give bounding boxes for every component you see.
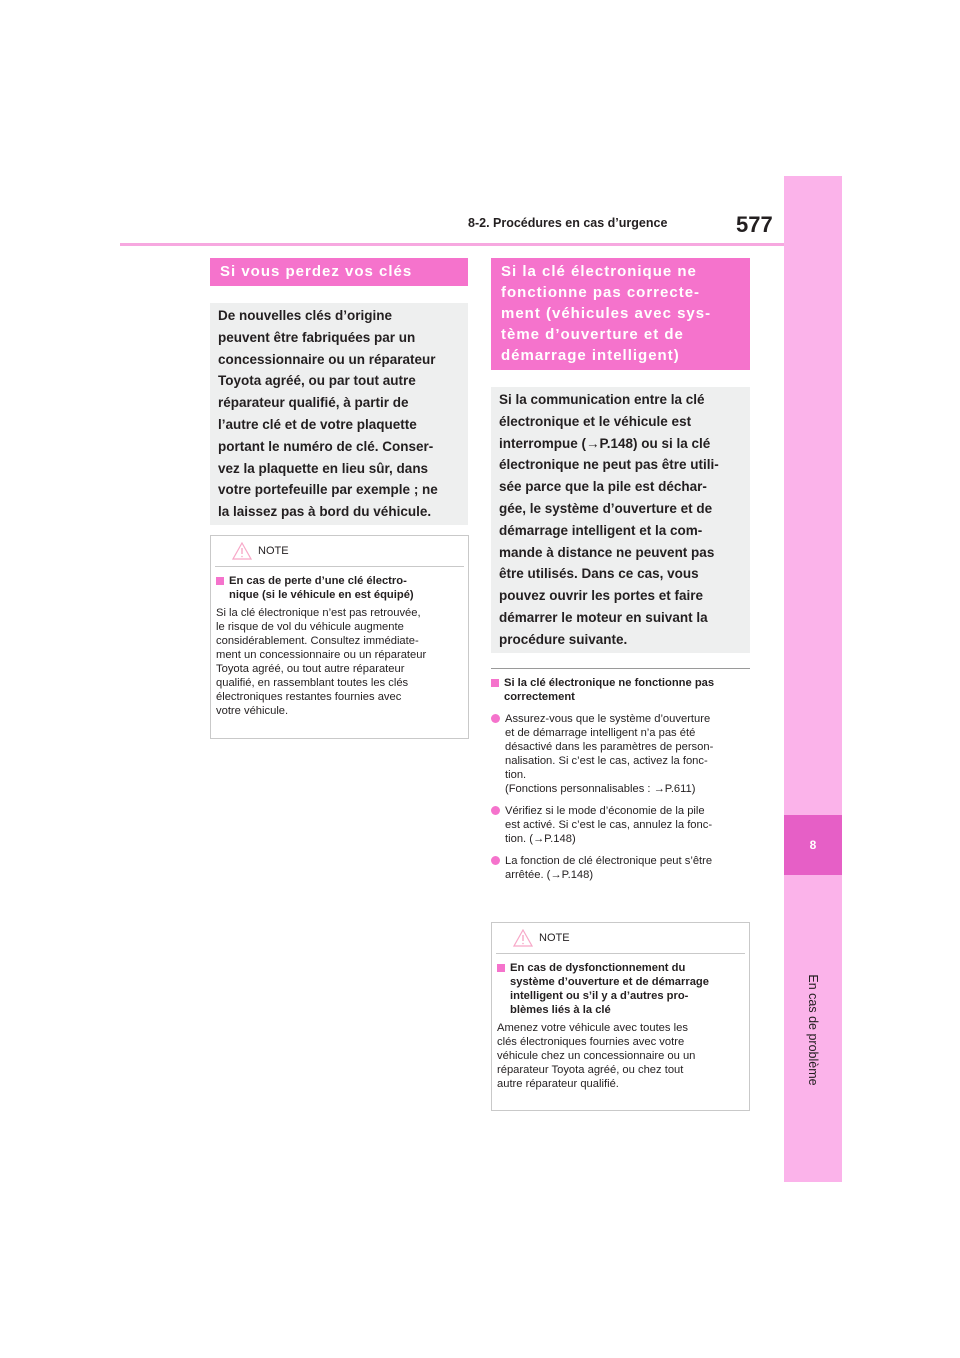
note-header bbox=[211, 536, 468, 566]
intro-line: concessionnaire ou un réparateur bbox=[218, 351, 436, 367]
square-bullet-icon bbox=[497, 964, 505, 972]
intro-line: démarrage intelligent et la com- bbox=[499, 522, 703, 538]
note-title bbox=[497, 961, 739, 1017]
list-item-line: est activé. Si c’est le cas, annulez la fonc- bbox=[505, 819, 713, 831]
list-item-line: tion. bbox=[505, 769, 527, 781]
note-title-line: En cas de dysfonctionnement du bbox=[510, 962, 686, 974]
note-title-line: En cas de perte d’une clé électro- bbox=[229, 575, 407, 587]
note-text bbox=[497, 1021, 739, 1091]
list-item-line: Assurez-vous que le système d’ouverture bbox=[505, 713, 711, 725]
malfunction-checklist bbox=[491, 676, 753, 890]
circle-bullet-icon bbox=[491, 806, 500, 815]
intro-line: électronique ne peut pas être utili- bbox=[499, 457, 719, 473]
intro-line: sée parce que la pile est déchar- bbox=[499, 479, 707, 495]
list-item-line: tion. (→P.148) bbox=[505, 833, 576, 845]
intro-line: Si la communication entre la clé bbox=[499, 392, 705, 407]
note-text-line: considérablement. Consultez immédiate- bbox=[216, 635, 419, 647]
list-item bbox=[491, 712, 753, 796]
intro-line: Toyota agréé, ou par tout autre bbox=[218, 373, 416, 389]
note-text-line: électroniques restantes fournies avec bbox=[216, 691, 402, 703]
side-chapter-number: 8 bbox=[784, 815, 842, 875]
note-text-line: réparateur Toyota agréé, ou chez tout bbox=[497, 1064, 684, 1076]
warning-triangle-icon bbox=[513, 929, 533, 947]
note-title-line: blèmes liés à la clé bbox=[510, 1004, 611, 1016]
intro-line: être utilisés. Dans ce cas, vous bbox=[499, 566, 699, 582]
intro-line: vez la plaquette en lieu sûr, dans bbox=[218, 460, 429, 476]
section-title-line: ment (véhicules avec sys- bbox=[501, 305, 712, 322]
intro-line: réparateur qualifié, à partir de bbox=[218, 395, 409, 411]
page-number: 577 bbox=[736, 212, 773, 237]
note-title-line: système d’ouverture et de démarrage bbox=[510, 976, 709, 988]
list-item-line: désactivé dans les paramètres de person- bbox=[505, 741, 714, 753]
section-title-key-malfunction bbox=[491, 258, 750, 370]
section-title-line: tème d’ouverture et de bbox=[501, 326, 684, 343]
note-label: NOTE bbox=[539, 932, 570, 944]
warning-triangle-icon bbox=[232, 542, 252, 560]
subheading bbox=[491, 676, 753, 704]
note-title-line: intelligent ou s’il y a d’autres pro- bbox=[510, 990, 689, 1002]
note-text-line: véhicule chez un concessionnaire ou un bbox=[497, 1050, 696, 1062]
intro-line: De nouvelles clés d’origine bbox=[218, 308, 393, 323]
note-text-line: Toyota agréé, ou tout autre réparateur bbox=[216, 663, 405, 675]
note-text bbox=[216, 606, 458, 718]
note-text-line: autre réparateur qualifié. bbox=[497, 1078, 619, 1090]
intro-line: mande à distance ne peuvent pas bbox=[499, 544, 715, 560]
list-item-line: La fonction de clé électronique peut s’être bbox=[505, 855, 713, 867]
note-title-line: nique (si le véhicule en est équipé) bbox=[229, 589, 414, 601]
list-item-line: arrêtée. (→P.148) bbox=[505, 869, 594, 881]
list-item bbox=[491, 854, 753, 882]
intro-line: peuvent être fabriquées par un bbox=[218, 329, 416, 345]
note-text-line: qualifié, en rassemblant toutes les clés bbox=[216, 677, 409, 689]
intro-box-key-malfunction bbox=[491, 387, 750, 653]
intro-line: l’autre clé et de votre plaquette bbox=[218, 416, 417, 432]
intro-line: démarrer le moteur en suivant la bbox=[499, 609, 708, 625]
note-box-key-malfunction bbox=[491, 922, 750, 1111]
intro-line: la laissez pas à bord du véhicule. bbox=[218, 504, 432, 520]
intro-line: procédure suivante. bbox=[499, 631, 628, 647]
list-item-line: et de démarrage intelligent n’a pas été bbox=[505, 727, 696, 739]
intro-line: portant le numéro de clé. Conser- bbox=[218, 438, 434, 454]
note-text-line: Amenez votre véhicule avec toutes les bbox=[497, 1022, 688, 1034]
note-header bbox=[492, 923, 749, 953]
note-title bbox=[216, 574, 458, 602]
subheading-line: Si la clé électronique ne fonctionne pas bbox=[504, 677, 715, 689]
list-item-line: nalisation. Si c’est le cas, activez la fonc- bbox=[505, 755, 708, 767]
note-label: NOTE bbox=[258, 545, 289, 557]
list-item-line: (Fonctions personnalisables : →P.611) bbox=[505, 783, 696, 795]
section-title-line: Si la clé électronique ne bbox=[501, 263, 697, 280]
note-text-line: ment un concessionnaire ou un réparateur bbox=[216, 649, 427, 661]
section-title-lost-keys: Si vous perdez vos clés bbox=[210, 258, 468, 286]
square-bullet-icon bbox=[216, 577, 224, 585]
note-text-line: clés électroniques fournies avec votre bbox=[497, 1036, 685, 1048]
note-text-line: votre véhicule. bbox=[216, 705, 289, 717]
intro-line: pouvez ouvrir les portes et faire bbox=[499, 588, 704, 604]
intro-line: votre portefeuille par exemple ; ne bbox=[218, 482, 438, 498]
circle-bullet-icon bbox=[491, 714, 500, 723]
note-box-lost-keys bbox=[210, 535, 469, 739]
subheading-line: correctement bbox=[504, 691, 575, 703]
note-text-line: le risque de vol du véhicule augmente bbox=[216, 621, 404, 633]
section-title-line: fonctionne pas correcte- bbox=[501, 284, 701, 301]
side-chapter-label: En cas de problème bbox=[806, 974, 820, 1086]
square-bullet-icon bbox=[491, 679, 499, 687]
circle-bullet-icon bbox=[491, 856, 500, 865]
intro-line: gée, le système d’ouverture et de bbox=[499, 500, 713, 516]
section-title-line: démarrage intelligent) bbox=[501, 347, 680, 364]
list-item-line: Vérifiez si le mode d’économie de la pile bbox=[505, 805, 705, 817]
note-text-line: Si la clé électronique n’est pas retrouvée, bbox=[216, 607, 421, 619]
intro-line: électronique et le véhicule est bbox=[499, 413, 692, 429]
intro-line: interrompue (→P.148) ou si la clé bbox=[499, 435, 711, 451]
subsection-rule bbox=[491, 668, 750, 669]
header-rule bbox=[120, 243, 784, 246]
intro-box-lost-keys bbox=[210, 303, 468, 525]
header-section-title: 8-2. Procédures en cas d’urgence bbox=[468, 216, 668, 230]
list-item bbox=[491, 804, 753, 846]
